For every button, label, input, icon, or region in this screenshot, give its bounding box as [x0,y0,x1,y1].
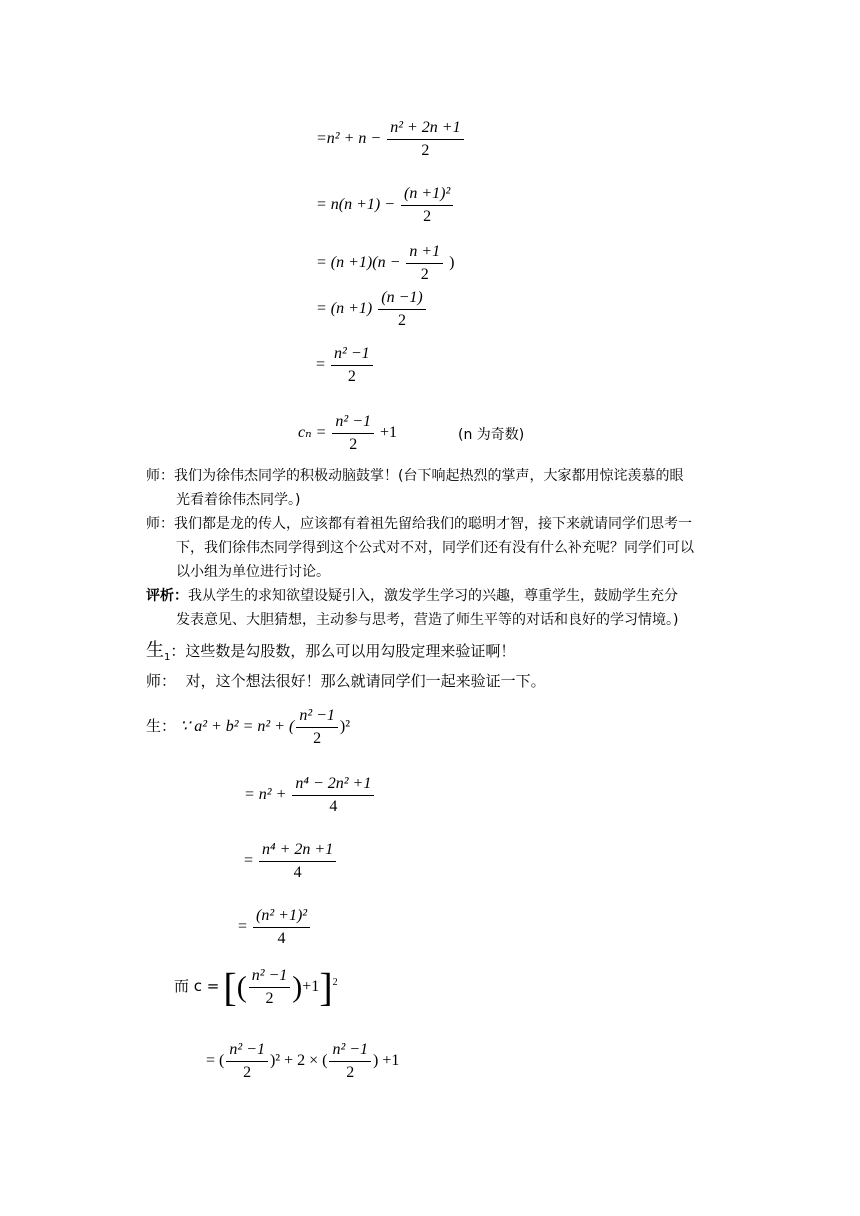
proof-line-6 [206,1040,399,1083]
proof-line-5 [174,966,338,1009]
cn-formula-tail: +1 [379,424,398,442]
proof-line-1 [146,706,350,749]
teacher-reply-speaker: 师： [146,672,177,690]
student-1-speaker: 生 [146,640,164,661]
cn-formula-lead: cₙ = [298,424,327,442]
step-5-denominator: 2 [347,368,356,385]
proof-line-5-numerator: n² −1 [249,966,291,988]
step-1-lead: =n² + n − [316,130,382,148]
proof-line-3-lead: = [244,852,254,870]
step-3-tail: ) [449,254,455,272]
step-1-fraction [387,118,463,161]
proof-line-1-denominator: 2 [313,730,322,747]
proof-line-6-fraction-a [226,1040,268,1083]
proof-line-3 [244,840,338,883]
cn-formula-note: (n 为奇数) [458,427,525,443]
proof-line-5-lead: 而 c = [174,977,220,996]
step-3-fraction [406,242,443,285]
student-1-line [146,636,515,662]
proof-line-5-exponent: 2 [332,976,338,988]
proof-line-4 [238,906,312,949]
proof-line-2-denominator: 4 [329,798,338,815]
proof-line-6-denominator-b: 2 [346,1064,355,1081]
student-1-text: ：这些数是勾股数，那么可以用勾股定理来验证啊！ [170,642,516,660]
teacher-reply-line [146,670,546,691]
proof-line-6-numerator-a: n² −1 [226,1040,268,1062]
step-4-lead: = (n +1) [316,300,373,318]
proof-line-3-fraction [259,840,336,883]
paragraph-continuation: 下，我们徐伟杰同学得到这个公式对不对，同学们还有没有什么补充呢？同学们可以 [176,540,694,556]
proof-line-6-denominator-a: 2 [243,1064,252,1081]
proof-line-4-lead: = [238,918,248,936]
paragraph-teacher-2 [146,512,726,584]
cn-formula-numerator: n² −1 [332,412,374,434]
step-3-denominator: 2 [420,266,429,283]
step-5-numerator: n² −1 [331,344,373,366]
proof-line-3-denominator: 4 [293,864,302,881]
paragraph-text: 我从学生的求知欲望设疑引入，激发学生学习的兴趣，尊重学生，鼓励学生充分 [188,588,678,604]
step-3-lead: = (n +1)(n − [316,254,401,272]
right-bracket: ] [319,964,333,1010]
proof-line-5-denominator: 2 [265,990,274,1007]
step-2-denominator: 2 [423,208,432,225]
paragraph-teacher-1 [146,464,726,512]
step-3-numerator: n +1 [406,242,443,264]
proof-line-1-lead: ∵ a² + b² = n² + ( [180,718,295,736]
step-2 [316,184,455,227]
step-5 [316,344,375,387]
paragraph-text: 我们为徐伟杰同学的积极动脑鼓掌！(台下响起热烈的掌声，大家都用惊诧羡慕的眼 [174,468,684,484]
step-3 [316,242,455,285]
step-5-fraction [331,344,373,387]
cn-formula-denominator: 2 [349,436,358,453]
proof-line-6-tail: ) +1 [373,1052,400,1070]
step-1 [316,118,466,161]
proof-line-5-tail: +1 [302,978,320,996]
paragraph-continuation: 发表意见、大胆猜想，主动参与思考，营造了师生平等的对话和良好的学习情境。) [176,612,679,628]
step-1-denominator: 2 [421,142,430,159]
proof-line-6-fraction-b [329,1040,371,1083]
proof-line-2-numerator: n⁴ − 2n² +1 [292,774,374,796]
speaker-label: 师： [146,468,174,484]
teacher-reply-text: 对，这个想法很好！那么就请同学们一起来验证一下。 [185,672,546,690]
right-paren: ) [292,970,303,1004]
proof-line-3-numerator: n⁴ + 2n +1 [259,840,336,862]
proof-line-6-lead: = ( [206,1052,225,1070]
step-4 [316,288,428,331]
step-4-numerator: (n −1) [378,288,425,310]
step-4-fraction [378,288,425,331]
proof-line-4-fraction [253,906,310,949]
paragraph-commentary [146,584,726,632]
proof-line-2-fraction [292,774,374,817]
cn-formula [298,412,397,455]
proof-line-1-numerator: n² −1 [296,706,338,728]
left-paren: ( [236,970,247,1004]
proof-line-2 [244,774,376,817]
proof-line-6-numerator-b: n² −1 [329,1040,371,1062]
step-2-fraction [401,184,453,227]
step-2-numerator: (n +1)² [401,184,453,206]
student-1-subscript: 1 [164,652,171,663]
proof-line-1-fraction [296,706,338,749]
step-2-lead: = n(n +1) − [316,196,396,214]
proof-line-2-lead: = n² + [244,786,287,804]
step-1-numerator: n² + 2n +1 [387,118,463,140]
proof-line-4-numerator: (n² +1)² [253,906,310,928]
proof-speaker: 生： [146,717,177,736]
speaker-label: 师： [146,516,174,532]
commentary-label: 评析： [146,588,188,604]
step-4-denominator: 2 [397,312,406,329]
proof-line-5-fraction [249,966,291,1009]
proof-line-6-middle: )² + 2 × ( [269,1052,328,1070]
paragraph-continuation-2: 以小组为单位进行讨论。 [176,564,330,580]
left-bracket: [ [223,964,237,1010]
proof-line-4-denominator: 4 [277,930,286,947]
paragraph-text: 我们都是龙的传人，应该都有着祖先留给我们的聪明才智，接下来就请同学们思考一 [174,516,692,532]
proof-line-1-tail: )² [339,718,351,736]
cn-formula-fraction [332,412,374,455]
step-5-lead: = [316,356,326,374]
paragraph-continuation: 光看着徐伟杰同学。) [176,492,301,508]
